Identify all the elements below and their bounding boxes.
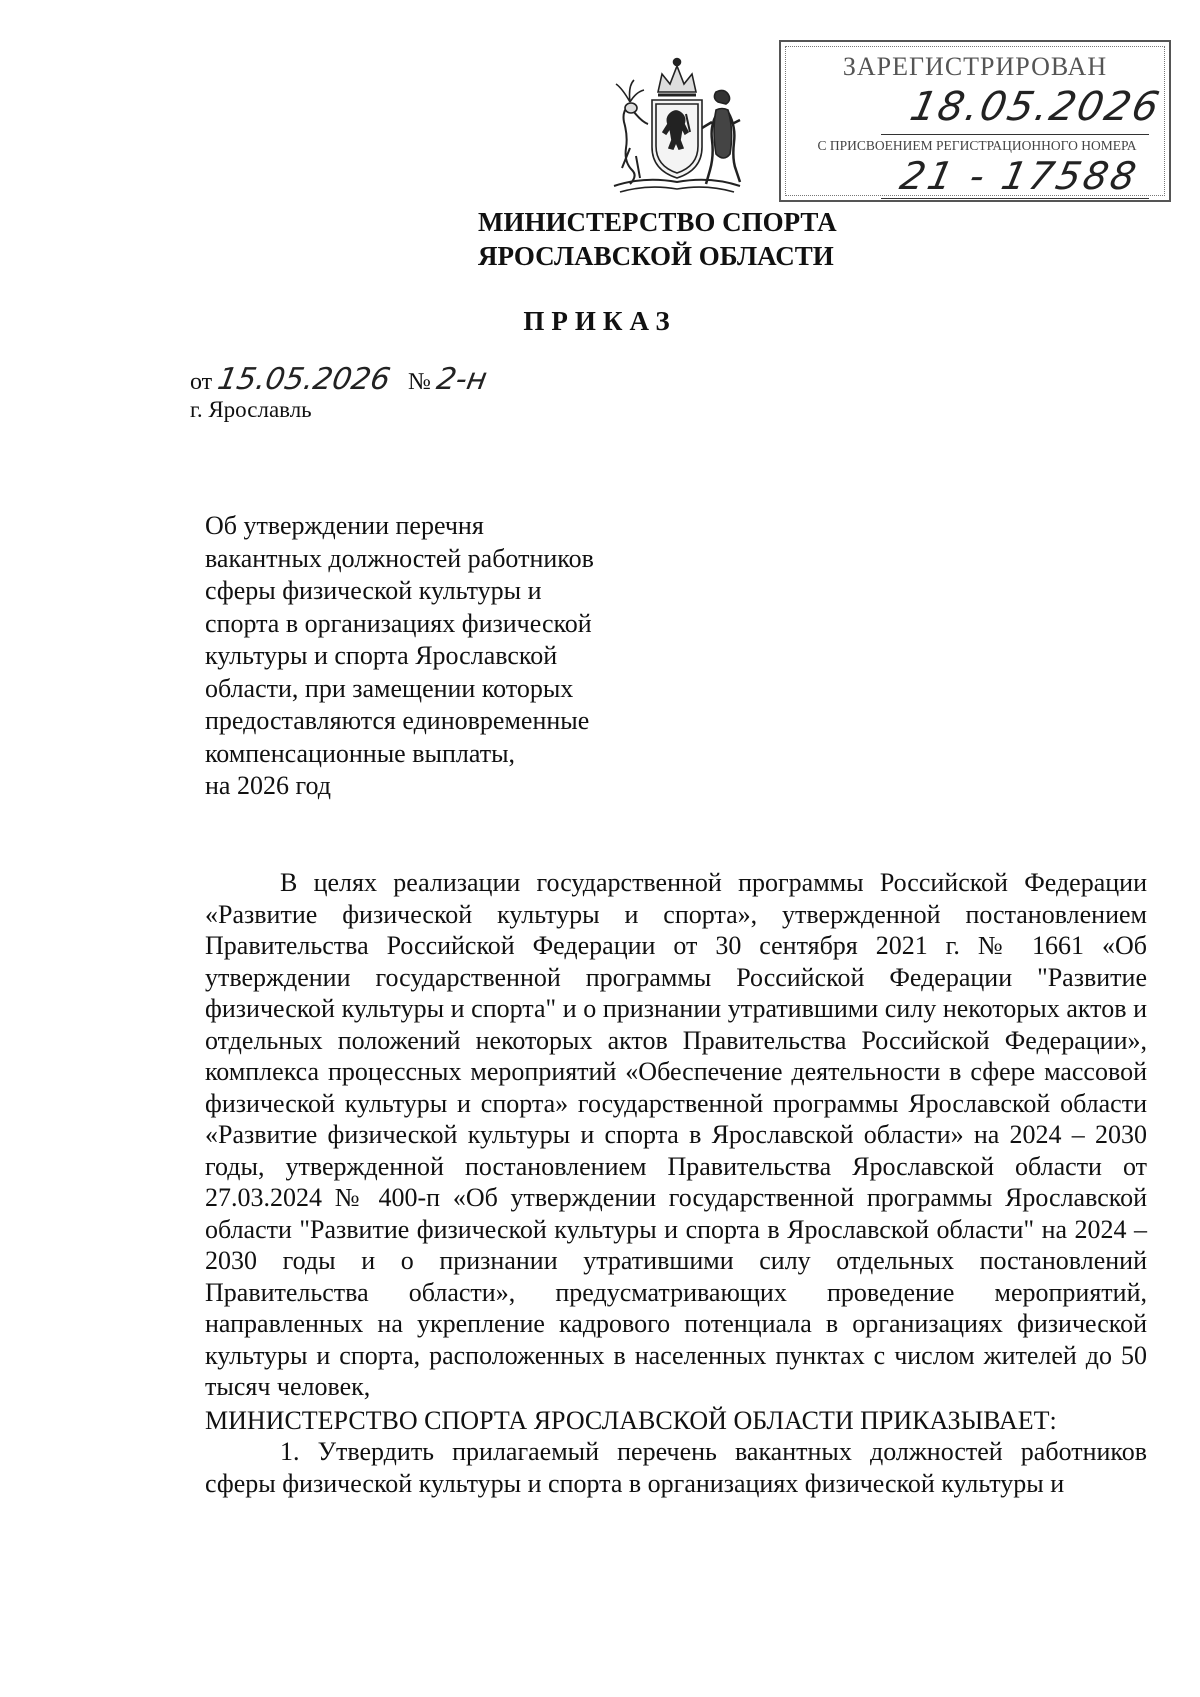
subject-line: культуры и спорта Ярославской [205,641,558,670]
preamble-paragraph: В целях реализации государственной программы Российской Федерации «Развитие физической культуры и спорта», утвержденной постановлением Правительства Российской Федерации от 30 сентября 2021 г. № 1661 «Об утверждении государственной программы Российской Федерации "Развитие физической культуры и спорта" и о признании утратившими силу некоторых актов и отдельных положений некоторых актов Правительства Российской Федерации», комплекса процессных мероприятий «Обеспечение деятельности в сфере массовой физической культуры и спорта» государственной программы Ярославской области «Развитие физической культуры и спорта в Ярославской области» на 2024 – 2030 годы, утвержденной постановлением Правительства Ярославской области от 27.03.2024 № 400-п «Об утверждении государственной программы Ярославской области "Развитие физической культуры и спорта в Ярославской области" на 2024 – 2030 годы и о признании утратившими силу отдельных постановлений Правительства области», предусматривающих проведение мероприятий, направленных на укрепление кадрового потенциала в организациях физической культуры и спорта, расположенных в населенных пунктах с числом жителей до 50 тысяч человек, [205,868,1147,1401]
from-label: от [190,369,213,395]
order-city: г. Ярославль [190,397,312,422]
registration-stamp [779,40,1171,202]
order-item-1: 1. Утвердить прилагаемый перечень вакантных должностей работников сферы физической культуры и спорта в организациях физической культуры и [205,1437,1147,1498]
ministry-line: МИНИСТЕРСТВО СПОРТА [478,207,837,237]
stamp-date: 18.05.2026 [906,84,1165,130]
order-number: 2-н [433,362,490,397]
order-date-number [190,362,490,397]
order-subject [205,510,665,803]
order-date: 15.05.2026 [215,362,394,397]
stamp-registration-number: 21 - 17588 [896,154,1143,198]
number-label: № [407,369,431,395]
subject-line: спорта в организациях физической [205,608,592,638]
subject-line: области, при замещении которых [205,673,574,703]
coat-of-arms-icon [600,52,755,200]
order-directive: МИНИСТЕРСТВО СПОРТА ЯРОСЛАВСКОЙ ОБЛАСТИ ПРИКАЗЫВАЕТ: [205,1405,1057,1435]
stamp-title: ЗАРЕГИСТРИРОВАН [842,52,1108,81]
ministry-heading [478,205,898,273]
order-body [205,867,1147,1499]
subject-line: сферы физической культуры и [205,576,542,605]
ministry-line: ЯРОСЛАВСКОЙ ОБЛАСТИ [478,241,834,271]
subject-line: Об утверждении перечня [205,511,484,540]
stamp-divider [881,134,1149,135]
stamp-subtitle: С ПРИСВОЕНИЕМ РЕГИСТРАЦИОННОГО НОМЕРА [817,138,1137,153]
subject-line: предоставляются единовременные [205,706,590,735]
stamp-divider [881,198,1149,199]
document-type-title: ПРИКАЗ [523,306,677,336]
subject-line: компенсационные выплаты, [205,738,516,768]
subject-line: вакантных должностей работников [205,543,594,573]
subject-line: на 2026 год [205,771,331,800]
